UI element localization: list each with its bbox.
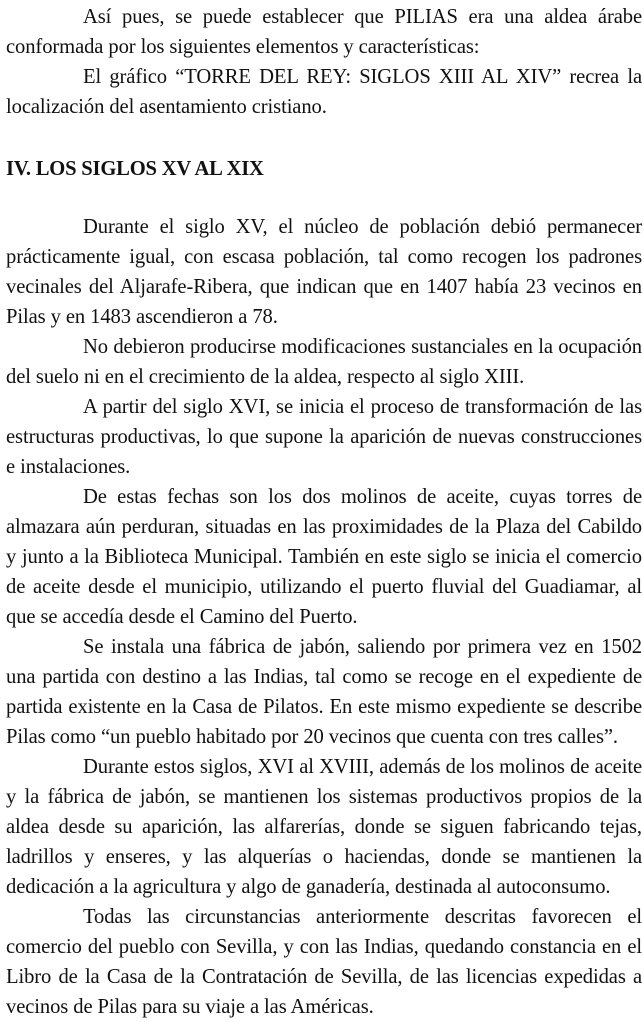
section-paragraph-3: A partir del siglo XVI, se inicia el proceso de transformación de las estructuras productivas, lo que supone la aparición de nuevas construcciones e instalaciones. bbox=[6, 396, 642, 478]
section-heading: IV. LOS SIGLOS XV AL XIX bbox=[6, 158, 264, 180]
section-paragraph-1: Durante el siglo XV, el núcleo de población debió permanecer prácticamente igual, con escasa población, tal como recogen los padrones vecinales del Aljarafe-Ribera, que indican que en 1407 había 23 vecinos en Pilas y en 1483 ascendieron a 78. bbox=[6, 216, 642, 328]
document-page bbox=[6, 0, 642, 1022]
section-paragraph-5: Se instala una fábrica de jabón, saliendo por primera vez en 1502 una partida con destino a las Indias, tal como se recoge en el expediente de partida existente en la Casa de Pilatos. En este mismo expediente se describe Pilas como “un pueblo habitado por 20 vecinos que cuenta con tres calles”. bbox=[6, 636, 642, 748]
section-paragraph-4: De estas fechas son los dos molinos de aceite, cuyas torres de almazara aún perduran, situadas en las proximidades de la Plaza del Cabildo y junto a la Biblioteca Municipal. También en este siglo se inicia el comercio de aceite desde el municipio, utilizando el puerto fluvial del Guadiamar, al que se accedía desde el Camino del Puerto. bbox=[6, 486, 642, 628]
section-paragraph-7: Todas las circunstancias anteriormente descritas favorecen el comercio del pueblo con Sevilla, y con las Indias, quedando constancia en el Libro de la Casa de la Contratación de Sevilla, de las licencias expedidas a vecinos de Pilas para su viaje a las Américas. bbox=[6, 906, 642, 1018]
intro-paragraph-1: Así pues, se puede establecer que PILIAS era una aldea árabe conformada por los siguientes elementos y características: bbox=[6, 6, 642, 58]
section-paragraph-2: No debieron producirse modificaciones sustanciales en la ocupación del suelo ni en el crecimiento de la aldea, respecto al siglo XIII. bbox=[6, 336, 642, 388]
intro-paragraph-2: El gráfico “TORRE DEL REY: SIGLOS XIII AL XIV” recrea la localización del asentamiento cristiano. bbox=[6, 66, 642, 118]
section-paragraph-6: Durante estos siglos, XVI al XVIII, además de los molinos de aceite y la fábrica de jabón, se mantienen los sistemas productivos propios de la aldea desde su aparición, las alfarerías, donde se siguen fabricando tejas, ladrillos y enseres, y las alquerías o haciendas, donde se mantienen la dedicación a la agricultura y algo de ganadería, destinada al autoconsumo. bbox=[6, 756, 642, 898]
